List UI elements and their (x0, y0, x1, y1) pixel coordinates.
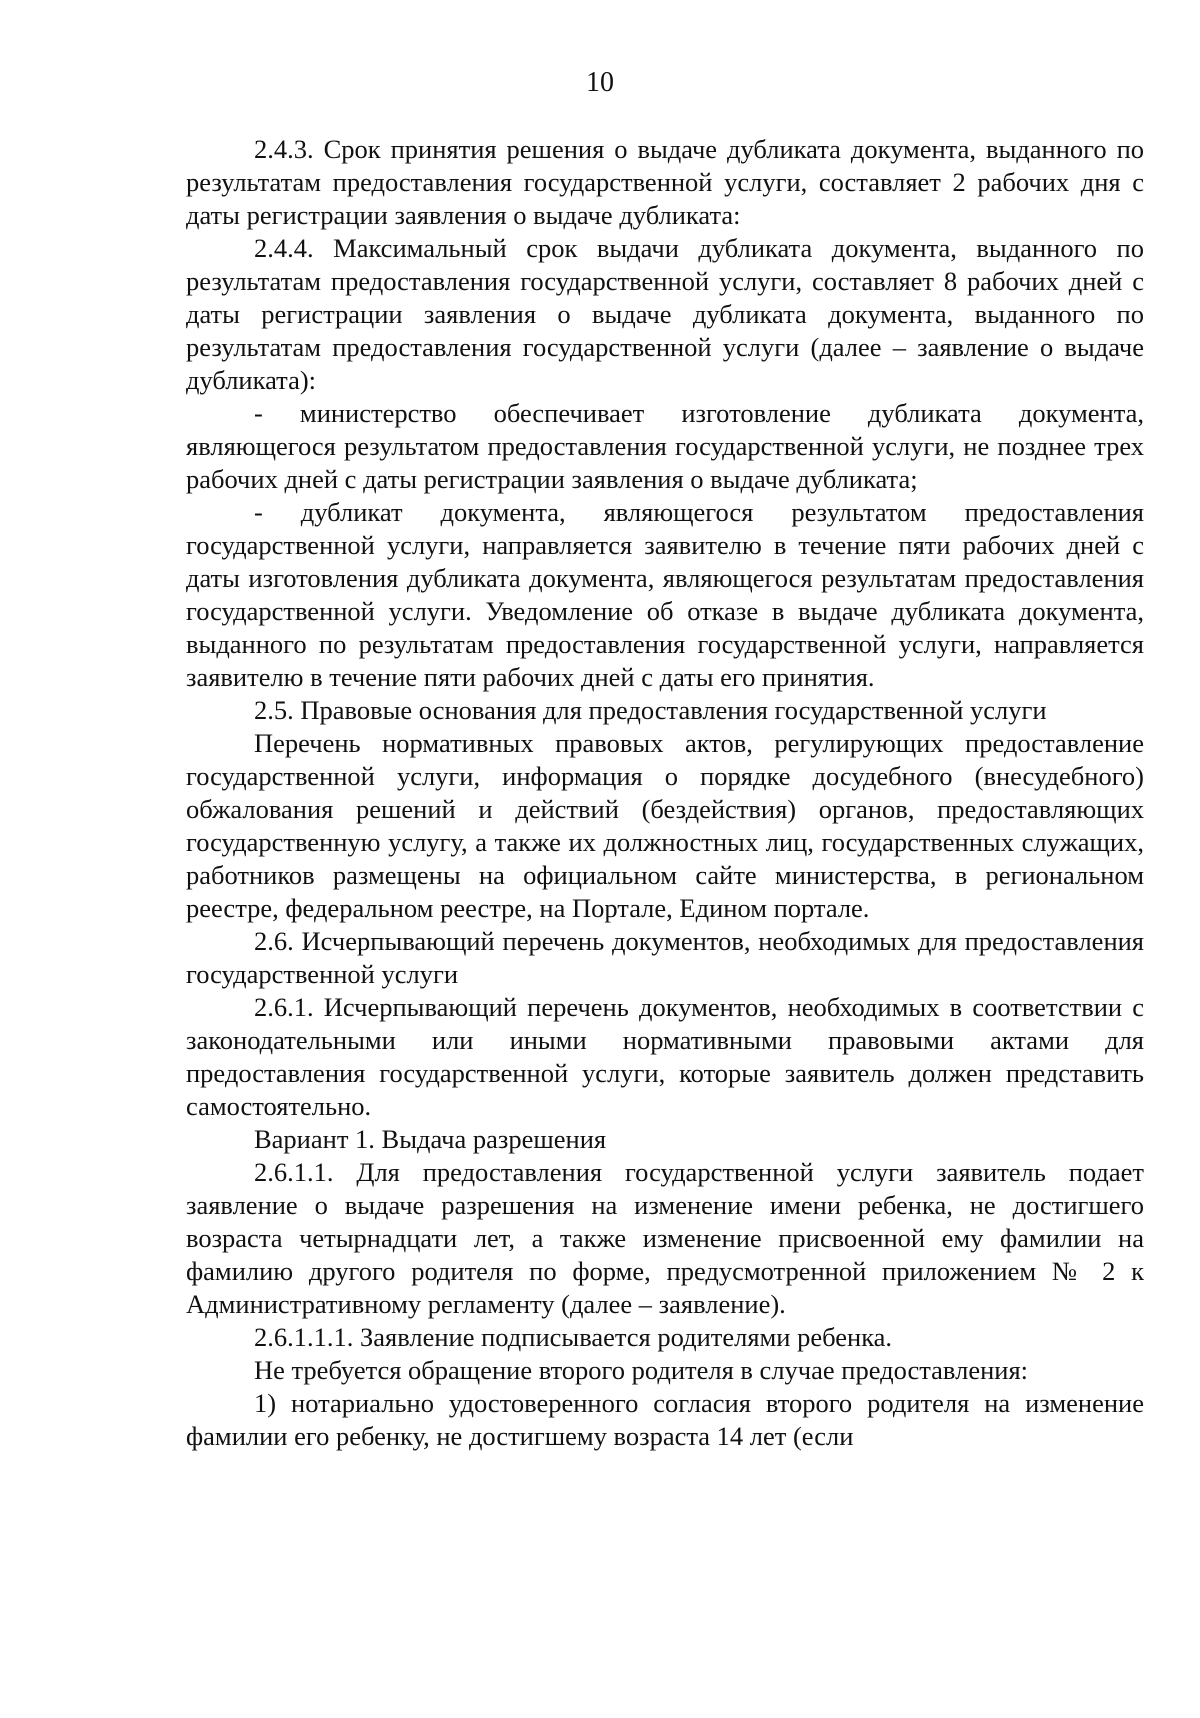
list-item-duplicate-sent: - дубликат документа, являющегося результатом предоставления государственной услуги, направляется заявителю в течение пяти рабочих дней с даты изготовления дубликата документа, являющегося результатам предоставления государственной услуги. Уведомление об отказе в выдаче дубликата документа, выданного по результатам предоставления государственной услуги, направляется заявителю в течение пяти рабочих дней с даты его принятия. (186, 497, 1144, 692)
section-heading-2-5: 2.5. Правовые основания для предоставления государственной услуги (254, 695, 1047, 725)
list-item-ministry-duplicate: - министерство обеспечивает изготовление дубликата документа, являющегося результатом предоставления государственной услуги, не позднее трех рабочих дней с даты регистрации заявления о выдаче дубликата; (186, 398, 1144, 494)
section-heading-2-6: 2.6. Исчерпывающий перечень документов, необходимых для предоставления государственной услуги (186, 926, 1144, 989)
paragraph-2-6-1-1-1: 2.6.1.1.1. Заявление подписывается родителями ребенка. (254, 1322, 893, 1352)
paragraph-2-6-1-1: 2.6.1.1. Для предоставления государственной услуги заявитель подает заявление о выдаче разрешения на изменение имени ребенка, не достигшего возраста четырнадцати лет, а также изменение присвоенной ему фамилии на фамилию другого родителя по форме, предусмотренной приложением № 2 к Административному регламенту (далее – заявление). (186, 1157, 1144, 1319)
paragraph-second-parent-not-required: Не требуется обращение второго родителя в случае предоставления: (254, 1355, 1028, 1385)
paragraph-2-4-3: 2.4.3. Срок принятия решения о выдаче дубликата документа, выданного по результатам предоставления государственной услуги, составляет 2 рабочих дня с даты регистрации заявления о выдаче дубликата: (186, 134, 1144, 230)
paragraph-legal-acts-list: Перечень нормативных правовых актов, регулирующих предоставление государственной услуги, информация о порядке досудебного (внесудебного) обжалования решений и действий (бездействия) органов, предоставляющих государственную услугу, а также их должностных лиц, государственных служащих, работников размещены на официальном сайте министерства, в региональном реестре, федеральном реестре, на Портале, Едином портале. (186, 728, 1144, 923)
document-body (186, 133, 1144, 1453)
variant-heading-1: Вариант 1. Выдача разрешения (254, 1124, 607, 1154)
paragraph-2-4-4: 2.4.4. Максимальный срок выдачи дубликата документа, выданного по результатам предоставления государственной услуги, составляет 8 рабочих дней с даты регистрации заявления о выдаче дубликата документа, выданного по результатам предоставления государственной услуги (далее – заявление о выдаче дубликата): (186, 233, 1144, 395)
page-number: 10 (586, 67, 614, 98)
list-item-notarized-consent: 1) нотариально удостоверенного согласия второго родителя на изменение фамилии его ребенку, не достигшему возраста 14 лет (если (186, 1388, 1144, 1451)
paragraph-2-6-1: 2.6.1. Исчерпывающий перечень документов, необходимых в соответствии с законодательными или иными нормативными правовыми актами для предоставления государственной услуги, которые заявитель должен представить самостоятельно. (186, 992, 1144, 1121)
